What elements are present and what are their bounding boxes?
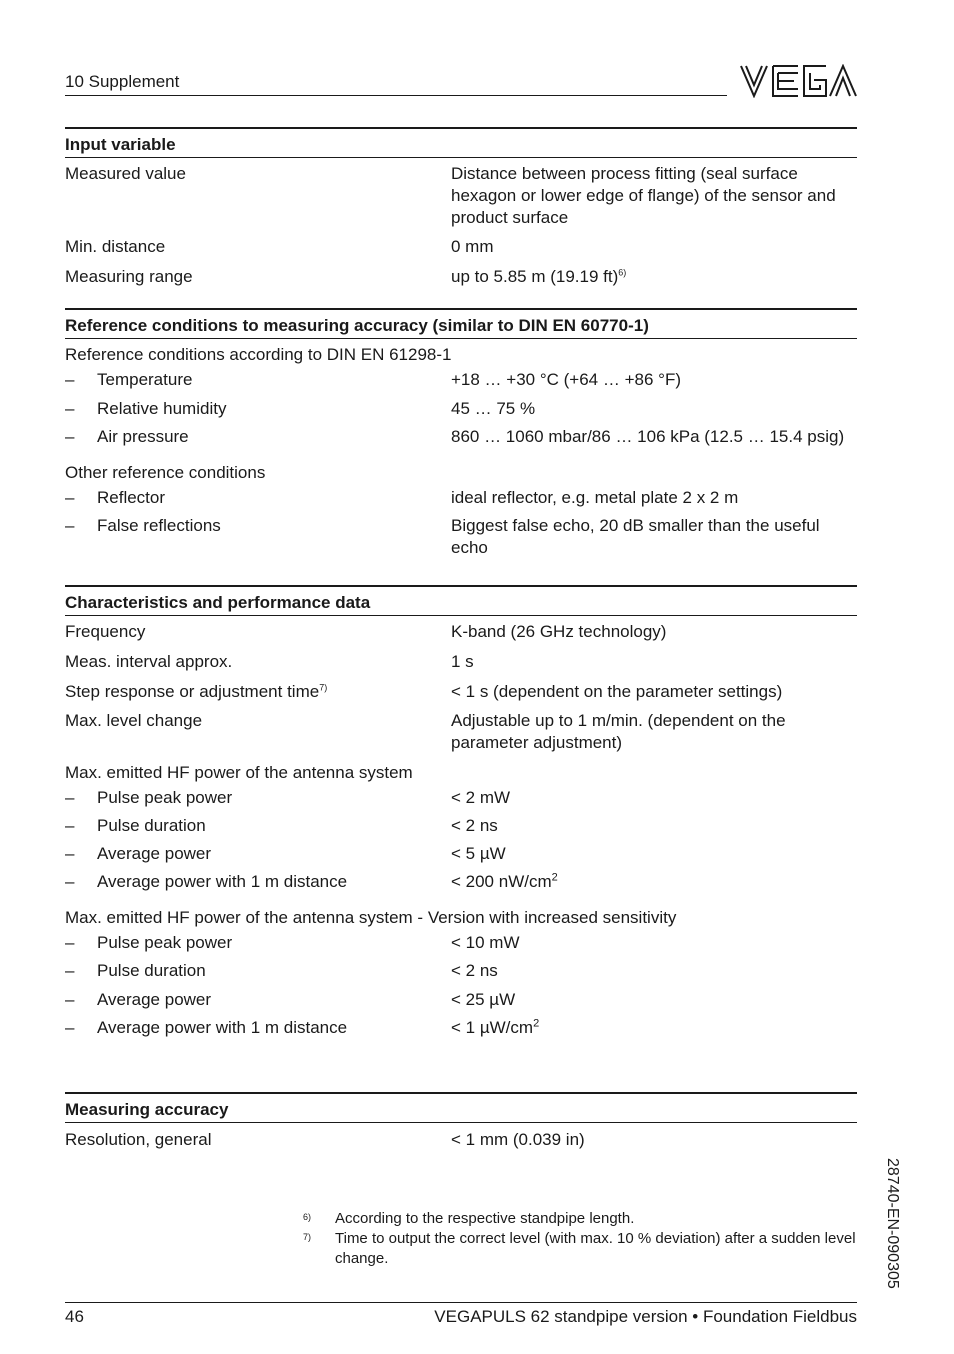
section-rule <box>65 585 857 587</box>
interval-value: 1 s <box>451 652 474 671</box>
list-dash: – <box>65 399 75 418</box>
list-dash: – <box>65 933 75 952</box>
hf-power-intro: Max. emitted HF power of the antenna system <box>65 763 413 782</box>
section-title-input: Input variable <box>65 135 176 154</box>
frequency-value: K-band (26 GHz technology) <box>451 622 667 641</box>
measured-value: Distance between process fitting (seal surface hexagon or lower edge of flange) of the sensor and product surface <box>451 164 836 227</box>
footnote-number: 6) <box>303 1212 312 1222</box>
measuring-range-label: Measuring range <box>65 267 193 286</box>
list-dash: – <box>65 961 75 980</box>
measuring-range-value: up to 5.85 m (19.19 ft)$^{6)}$ <box>451 267 627 286</box>
section-rule <box>65 1092 857 1094</box>
section-rule <box>65 127 857 129</box>
section-title-accuracy: Measuring accuracy <box>65 1100 229 1119</box>
footnote-number: 7) <box>303 1232 312 1242</box>
footnote-ref: 7) <box>319 682 328 693</box>
hf2-average-power-value: < 25 µW <box>451 990 516 1009</box>
false-reflections-label: False reflections <box>97 516 221 535</box>
hf-pulse-peak-label: Pulse peak power <box>97 788 233 807</box>
footnote-ref: 6) <box>618 267 627 278</box>
hf2-average-power-label: Average power <box>97 990 212 1009</box>
vega-logo <box>740 64 857 98</box>
level-change-value: Adjustable up to 1 m/min. (dependent on the parameter adjustment) <box>451 711 786 752</box>
hf2-pulse-peak-value: < 10 mW <box>451 933 520 952</box>
list-dash: – <box>65 370 75 389</box>
document-code-vertical: 28740-EN-090305 <box>884 1158 901 1289</box>
footnote-text: According to the respective standpipe length. <box>335 1210 635 1227</box>
section-title-characteristics: Characteristics and performance data <box>65 593 371 612</box>
interval-label: Meas. interval approx. <box>65 652 233 671</box>
hf-average-power-label: Average power <box>97 844 212 863</box>
air-pressure-value: 860 … 1060 mbar/86 … 106 kPa (12.5 … 15.4 psig) <box>451 427 845 446</box>
hf2-average-1m-label: Average power with 1 m distance <box>97 1018 348 1037</box>
page-number: 46 <box>65 1307 84 1326</box>
reflector-label: Reflector <box>97 488 166 507</box>
hf-pulse-duration-value: < 2 ns <box>451 816 498 835</box>
running-header: 10 Supplement <box>65 72 180 91</box>
section-rule <box>65 615 857 616</box>
measured-value-label: Measured value <box>65 164 186 183</box>
air-pressure-label: Air pressure <box>97 427 189 446</box>
humidity-label: Relative humidity <box>97 399 227 418</box>
list-dash: – <box>65 1018 75 1037</box>
list-dash: – <box>65 872 75 891</box>
hf2-pulse-peak-label: Pulse peak power <box>97 933 233 952</box>
min-distance-label: Min. distance <box>65 237 166 256</box>
hf-pulse-peak-value: < 2 mW <box>451 788 511 807</box>
footnote-text: Time to output the correct level (with max. 10 % deviation) after a sudden level change. <box>335 1230 856 1267</box>
section-title-reference: Reference conditions to measuring accuracy (similar to DIN EN 60770-1) <box>65 316 649 335</box>
reflector-value: ideal reflector, e.g. metal plate 2 x 2 m <box>451 488 739 507</box>
hf2-pulse-duration-value: < 2 ns <box>451 961 498 980</box>
list-dash: – <box>65 844 75 863</box>
list-dash: – <box>65 427 75 446</box>
list-dash: – <box>65 488 75 507</box>
level-change-label: Max. level change <box>65 711 203 730</box>
step-response-label: Step response or adjustment time$^{7)}$ <box>65 682 328 701</box>
section-rule <box>65 308 857 310</box>
list-dash: – <box>65 990 75 1009</box>
hf-pulse-duration-label: Pulse duration <box>97 816 206 835</box>
reference-intro: Reference conditions according to DIN EN 61298-1 <box>65 345 452 364</box>
section-rule <box>65 1122 857 1123</box>
hf2-average-1m-value: < 1 $\mu W/cm^2$ <box>451 1017 540 1037</box>
section-rule <box>65 157 857 158</box>
list-dash: – <box>65 788 75 807</box>
temperature-label: Temperature <box>97 370 193 389</box>
step-response-value: < 1 s (dependent on the parameter settings) <box>451 682 783 701</box>
hf-average-1m-label: Average power with 1 m distance <box>97 872 348 891</box>
footer-rule <box>65 1302 857 1303</box>
false-reflections-value: Biggest false echo, 20 dB smaller than the useful echo <box>451 516 820 557</box>
humidity-value: 45 … 75 % <box>451 399 536 418</box>
hf2-pulse-duration-label: Pulse duration <box>97 961 206 980</box>
hf-power-sensitive-intro: Max. emitted HF power of the antenna system - Version with increased sensitivity <box>65 908 677 927</box>
temperature-value: +18 … +30 °C (+64 … +86 °F) <box>451 370 681 389</box>
other-conditions-intro: Other reference conditions <box>65 463 266 482</box>
hf-average-power-value: < 5 µW <box>451 844 506 863</box>
frequency-label: Frequency <box>65 622 146 641</box>
list-dash: – <box>65 516 75 535</box>
header-rule <box>65 95 727 96</box>
hf-average-1m-value: < 200 $nW/cm^2$ <box>451 871 558 891</box>
list-dash: – <box>65 816 75 835</box>
min-distance-value: 0 mm <box>451 237 494 256</box>
resolution-value: < 1 mm (0.039 in) <box>451 1130 585 1149</box>
section-rule <box>65 338 857 339</box>
footer-title: VEGAPULS 62 standpipe version • Foundation Fieldbus <box>434 1307 857 1326</box>
resolution-label: Resolution, general <box>65 1130 212 1149</box>
